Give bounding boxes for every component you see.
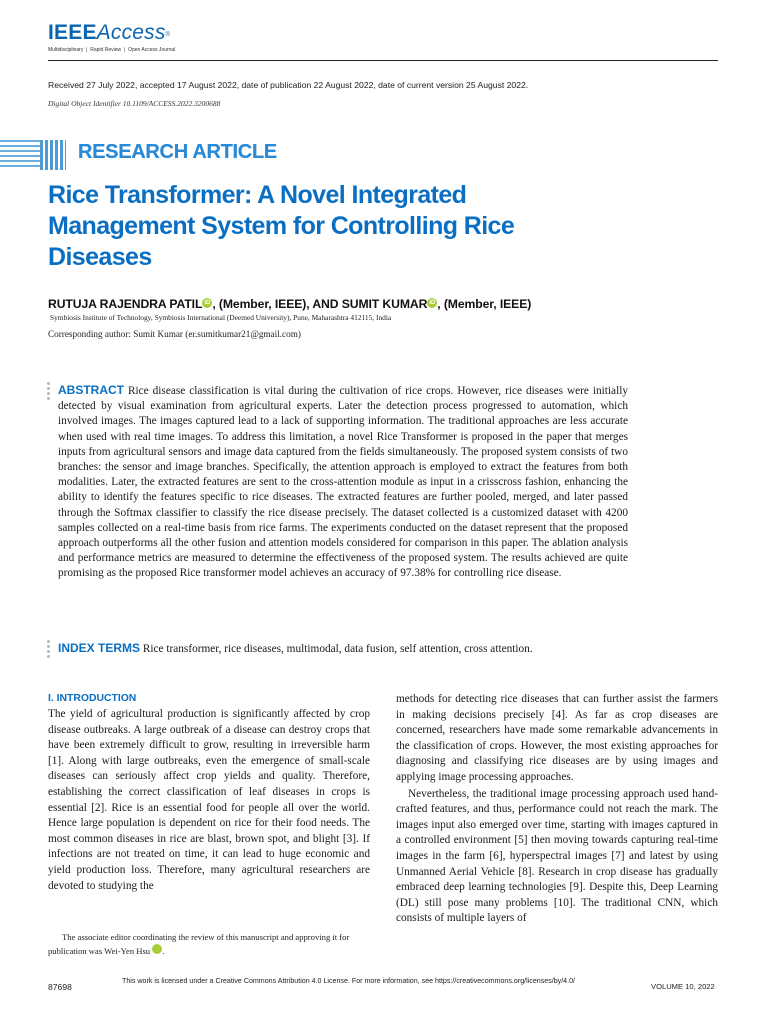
abstract <box>58 383 628 582</box>
paragraph: The yield of agricultural production is significantly affected by crop disease outbreaks. A large outbreak of a disease can destroy crops that have been extremely difficult to grow, resulting in irreversible harm [1]. Along with large outbreaks, even the emergence of small-scale diseases can seriously affect crop yields and quality. Therefore, establishing the correct classification of leaf diseases in crops is essential [2]. Rice is an essential food for people all over the world. Hence large population is dependent on rice for their food needs. The most common diseases in rice are blast, brown spot, and blight [3]. If infections are not treated on time, it can lead to huge economic and yield production loss. Therefore, many agricultural researchers are devoted to studying the <box>48 708 370 892</box>
affiliation: Symbiosis Institute of Technology, Symbiosis International (Deemed University), Pune, Maharashtra 412115, India <box>50 313 392 322</box>
paragraph: Nevertheless, the traditional image processing approach used hand-crafted features, and thus, performance could not reach the mark. The images input also emerged over time, starting with images captured in a controlled environment [5] then moving towards capturing real-time images in the farm [6], hyperspectral images [7] and latest by using Unmanned Aerial Vehicle [8]. Research in crop disease has gradually embraced deep learning technologies [9]. Despite this, Deep Learning (DL) still pose many problems [10]. The traditional CNN, which consists of multiple layers of <box>396 787 718 925</box>
orcid-icon[interactable]: iD <box>152 944 162 954</box>
paper-title: Rice Transformer: A Novel Integrated Management System for Controlling Rice Diseases <box>48 181 515 271</box>
orcid-icon[interactable]: iD <box>202 298 212 308</box>
abstract-dots-icon <box>47 382 51 402</box>
body-text <box>48 707 370 894</box>
index-terms <box>58 641 658 655</box>
abstract-text: Rice disease classification is vital during the cultivation of rice crops. However, rice diseases were initially detected by visual examination from agricultural experts. Later the detection process progressed to automation, which involved images. The images captured lead to a lack of supporting information. The traditional approaches are less accurate when used with real time images. To address this limitation, a novel Rice Transformer is proposed in the paper that merges inputs from agricultural sensors and image data captured from the fields simultaneously. The proposed system consists of two branches: the sensor and image branches. Specifically, the attention approach is employed to extract the features from both modalities. Later, the extracted features are sent to the cross-attention module as input in a crisscross fashion, enhancing the ability to identify the features specific to rice diseases. The extracted features are further pooled, merged, and later passed through the Softmax classifier to classify the rice disease precisely. The dataset collected is a customized dataset with 4200 samples collected on a real-time basis from rice farms. The experiments conducted on the dataset represent that the proposed approach outperforms all the other fusion and attention models considered for comparison in this paper. The ablation analysis and performance metrics are measured to determine the effectiveness of the proposed system. The results achieved are quite promising as the proposed Rice transformer model achieves an accuracy of 97.38% for controlling rice disease. <box>58 385 628 580</box>
author-membership: , (Member, IEEE), AND SUMIT KUMAR <box>212 297 428 311</box>
corresponding-author: Corresponding author: Sumit Kumar (er.sumitkumar21@gmail.com) <box>48 329 301 339</box>
footnote-text: The associate editor coordinating the review of this manuscript and approving it for publication was Wei-Yen Hsu <box>48 932 350 956</box>
volume-label: VOLUME 10, 2022 <box>651 982 715 991</box>
author-membership: , (Member, IEEE) <box>437 297 532 311</box>
index-terms-label: INDEX TERMS <box>58 641 141 655</box>
right-column <box>396 692 718 927</box>
doi-line: Digital Object Identifier 10.1109/ACCESS.2022.3200688 <box>48 99 221 108</box>
journal-logo <box>48 22 248 53</box>
index-terms-text: Rice transformer, rice diseases, multimodal, data fusion, self attention, cross attention. <box>142 643 533 655</box>
article-type-label: RESEARCH ARTICLE <box>78 141 277 163</box>
paragraph: methods for detecting rice diseases that can further assist the farmers in making decisions precisely [4]. As far as crop diseases are concerned, researchers have made some remarkable advancements in the classification of crops. However, the most existing approaches for diagnosing and classifying rice diseases are by using images and applying image processing approaches. <box>396 693 718 783</box>
editor-footnote: The associate editor coordinating the review of this manuscript and approving it for publication was Wei-Yen Hsu iD. <box>48 932 350 956</box>
orcid-icon[interactable]: iD <box>427 298 437 308</box>
section-heading: I. INTRODUCTION <box>48 693 137 704</box>
header-divider <box>48 60 718 61</box>
abstract-label: ABSTRACT <box>58 383 124 397</box>
journal-brand: IEEEAccess® <box>48 21 171 44</box>
author-line <box>48 297 738 311</box>
author-name: RUTUJA RAJENDRA PATIL <box>48 297 203 311</box>
received-dates: Received 27 July 2022, accepted 17 August 2022, date of publication 22 August 2022, date of current version 25 August 2022. <box>48 80 529 90</box>
license-notice: This work is licensed under a Creative Commons Attribution 4.0 License. For more information, see https://creativecommons.org/licenses/by/4.0/ <box>122 977 576 985</box>
journal-tagline: Multidisciplinary ❘ Rapid Review ❘ Open Access Journal <box>48 47 176 53</box>
index-terms-dots-icon <box>47 640 51 660</box>
body-text <box>396 692 718 927</box>
left-column <box>48 692 370 894</box>
banner-stripes-decoration <box>0 140 66 170</box>
page-number: 87698 <box>48 982 72 992</box>
article-type-banner <box>0 138 280 172</box>
